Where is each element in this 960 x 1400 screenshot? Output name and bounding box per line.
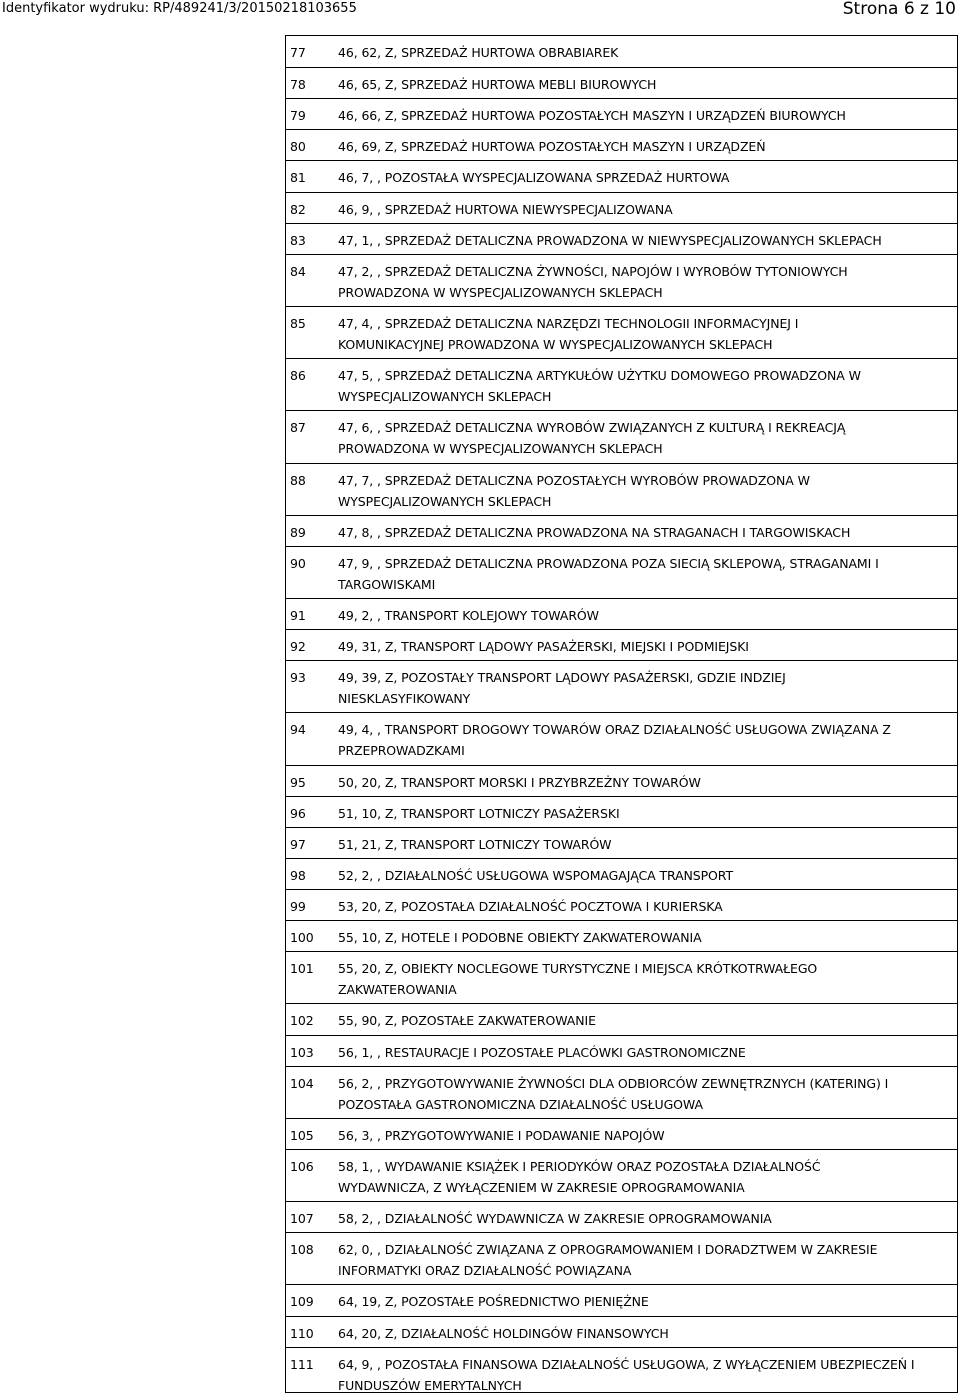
row-number: 94 — [290, 722, 306, 738]
table-row — [286, 36, 957, 67]
row-description-line1: 64, 9, , POZOSTAŁA FINANSOWA DZIAŁALNOŚĆ USŁUGOWA, Z WYŁĄCZENIEM UBEZPIECZEŃ I — [338, 1356, 915, 1372]
print-identifier: Identyfikator wydruku: RP/489241/3/20150218103655 — [2, 1, 357, 16]
table-row — [286, 951, 957, 1004]
row-description-line1: 50, 20, Z, TRANSPORT MORSKI I PRZYBRZEŻNY TOWARÓW — [338, 774, 701, 790]
row-description — [338, 417, 948, 459]
row-number: 106 — [290, 1158, 314, 1174]
row-description-line2: KOMUNIKACYJNEJ PROWADZONA W WYSPECJALIZOWANYCH SKLEPACH — [338, 336, 773, 352]
row-number: 90 — [290, 555, 306, 571]
row-number: 107 — [290, 1211, 314, 1227]
row-description-line1: 46, 66, Z, SPRZEDAŻ HURTOWA POZOSTAŁYCH MASZYN I URZĄDZEŃ BIUROWYCH — [338, 108, 846, 124]
row-description-line1: 55, 10, Z, HOTELE I PODOBNE OBIEKTY ZAKWATEROWANIA — [338, 930, 702, 946]
row-description-line2: NIESKLASYFIKOWANY — [338, 691, 471, 707]
table-row — [286, 1003, 957, 1035]
row-number: 99 — [290, 899, 306, 914]
row-description-line2: WYSPECJALIZOWANYCH SKLEPACH — [338, 389, 552, 405]
row-number: 104 — [290, 1075, 314, 1091]
table-row — [286, 1035, 957, 1067]
row-number: 108 — [290, 1242, 314, 1258]
table-row — [286, 254, 957, 307]
row-description — [338, 667, 948, 709]
table-row — [286, 192, 957, 224]
row-number: 85 — [290, 315, 306, 331]
row-description-line1: 52, 2, , DZIAŁALNOŚĆ USŁUGOWA WSPOMAGAJĄCA TRANSPORT — [338, 867, 734, 883]
table-row — [286, 129, 957, 161]
row-description — [338, 1323, 948, 1344]
row-number: 100 — [290, 930, 314, 946]
row-number: 91 — [290, 608, 306, 623]
table-row — [286, 1316, 957, 1348]
pkd-table — [285, 35, 958, 1393]
row-description-line1: 46, 7, , POZOSTAŁA WYSPECJALIZOWANA SPRZEDAŻ HURTOWA — [338, 170, 730, 186]
row-description — [338, 927, 948, 948]
row-description — [338, 772, 948, 793]
row-description-line2: FUNDUSZÓW EMERYTALNYCH — [338, 1377, 522, 1393]
row-description — [338, 74, 948, 95]
row-description — [338, 105, 948, 126]
row-number: 82 — [290, 201, 306, 217]
row-description — [338, 553, 948, 595]
row-description — [338, 803, 948, 824]
row-description — [338, 365, 948, 407]
row-number: 80 — [290, 139, 306, 155]
row-description — [338, 230, 948, 251]
row-description-line1: 46, 9, , SPRZEDAŻ HURTOWA NIEWYSPECJALIZOWANA — [338, 201, 673, 217]
row-number: 81 — [290, 170, 306, 186]
row-number: 98 — [290, 867, 306, 883]
row-number: 110 — [290, 1325, 314, 1341]
row-number: 103 — [290, 1044, 314, 1060]
row-description — [338, 199, 948, 220]
row-description-line1: 56, 3, , PRZYGOTOWYWANIE I PODAWANIE NAPOJÓW — [338, 1127, 665, 1143]
table-row — [286, 306, 957, 359]
row-description — [338, 719, 948, 761]
row-number: 83 — [290, 232, 306, 248]
table-row — [286, 796, 957, 828]
row-description-line1: 46, 62, Z, SPRZEDAŻ HURTOWA OBRABIAREK — [338, 45, 619, 60]
row-number: 88 — [290, 472, 306, 488]
row-description-line1: 55, 20, Z, OBIEKTY NOCLEGOWE TURYSTYCZNE I MIEJSCA KRÓTKOTRWAŁEGO — [338, 961, 818, 977]
row-description-line1: 46, 69, Z, SPRZEDAŻ HURTOWA POZOSTAŁYCH MASZYN I URZĄDZEŃ — [338, 139, 766, 155]
row-description-line2: TARGOWISKAMI — [338, 576, 436, 592]
row-description-line1: 47, 6, , SPRZEDAŻ DETALICZNA WYROBÓW ZWIĄZANYCH Z KULTURĄ I REKREACJĄ — [338, 420, 846, 436]
row-number: 102 — [290, 1013, 314, 1029]
row-description-line1: 49, 2, , TRANSPORT KOLEJOWY TOWARÓW — [338, 608, 599, 623]
row-description-line1: 51, 10, Z, TRANSPORT LOTNICZY PASAŻERSKI — [338, 805, 620, 821]
row-description-line2: POZOSTAŁA GASTRONOMICZNA DZIAŁALNOŚĆ USŁUGOWA — [338, 1096, 703, 1112]
table-row — [286, 463, 957, 516]
row-description-line1: 56, 1, , RESTAURACJE I POZOSTAŁE PLACÓWKI GASTRONOMICZNE — [338, 1044, 746, 1060]
row-number: 86 — [290, 368, 306, 384]
row-description-line1: 49, 39, Z, POZOSTAŁY TRANSPORT LĄDOWY PASAŻERSKI, GDZIE INDZIEJ — [338, 670, 786, 686]
table-row — [286, 98, 957, 130]
row-description — [338, 896, 948, 917]
row-description-line1: 46, 65, Z, SPRZEDAŻ HURTOWA MEBLI BIUROWYCH — [338, 77, 657, 93]
row-description — [338, 261, 948, 303]
row-description-line1: 51, 21, Z, TRANSPORT LOTNICZY TOWARÓW — [338, 836, 612, 852]
row-description — [338, 470, 948, 512]
row-description-line1: 56, 2, , PRZYGOTOWYWANIE ŻYWNOŚCI DLA ODBIORCÓW ZEWNĘTRZNYCH (KATERING) I — [338, 1075, 889, 1091]
row-description — [338, 958, 948, 1000]
row-description — [338, 1125, 948, 1146]
row-number: 92 — [290, 639, 306, 655]
row-number: 78 — [290, 77, 306, 93]
table-row — [286, 629, 957, 661]
row-description-line1: 49, 31, Z, TRANSPORT LĄDOWY PASAŻERSKI, MIEJSKI I PODMIEJSKI — [338, 639, 749, 655]
table-row — [286, 1201, 957, 1233]
table-row — [286, 546, 957, 599]
row-description-line1: 47, 8, , SPRZEDAŻ DETALICZNA PROWADZONA NA STRAGANACH I TARGOWISKACH — [338, 524, 851, 540]
row-number: 109 — [290, 1294, 314, 1310]
row-number: 95 — [290, 774, 306, 790]
row-description-line1: 47, 7, , SPRZEDAŻ DETALICZNA POZOSTAŁYCH WYROBÓW PROWADZONA W — [338, 472, 810, 488]
row-description — [338, 1156, 948, 1198]
row-description-line1: 64, 20, Z, DZIAŁALNOŚĆ HOLDINGÓW FINANSOWYCH — [338, 1325, 669, 1341]
row-number: 93 — [290, 670, 306, 686]
table-row — [286, 410, 957, 463]
row-number: 84 — [290, 263, 306, 279]
row-description-line1: 47, 1, , SPRZEDAŻ DETALICZNA PROWADZONA W NIEWYSPECJALIZOWANYCH SKLEPACH — [338, 232, 882, 248]
row-description-line1: 49, 4, , TRANSPORT DROGOWY TOWARÓW ORAZ DZIAŁALNOŚĆ USŁUGOWA ZWIĄZANA Z — [338, 722, 891, 738]
row-description-line1: 62, 0, , DZIAŁALNOŚĆ ZWIĄZANA Z OPROGRAMOWANIEM I DORADZTWEM W ZAKRESIE — [338, 1242, 878, 1258]
row-description-line1: 64, 19, Z, POZOSTAŁE POŚREDNICTWO PIENIĘŻNE — [338, 1294, 649, 1310]
row-number: 111 — [290, 1356, 314, 1372]
row-description-line1: 58, 2, , DZIAŁALNOŚĆ WYDAWNICZA W ZAKRESIE OPROGRAMOWANIA — [338, 1211, 772, 1227]
row-description — [338, 865, 948, 886]
table-row — [286, 358, 957, 411]
row-description — [338, 834, 948, 855]
row-description — [338, 1291, 948, 1312]
table-row — [286, 827, 957, 859]
table-row — [286, 1118, 957, 1150]
table-row — [286, 1149, 957, 1202]
row-number: 105 — [290, 1127, 314, 1143]
row-description — [338, 1239, 948, 1281]
table-row — [286, 889, 957, 921]
page-header — [0, 0, 960, 18]
row-description-line2: INFORMATYKI ORAZ DZIAŁALNOŚĆ POWIĄZANA — [338, 1263, 632, 1279]
row-description — [338, 1042, 948, 1063]
row-description-line1: 58, 1, , WYDAWANIE KSIĄŻEK I PERIODYKÓW ORAZ POZOSTAŁA DZIAŁALNOŚĆ — [338, 1158, 821, 1174]
table-row — [286, 223, 957, 255]
table-row — [286, 712, 957, 765]
row-description — [338, 1354, 948, 1396]
row-description-line1: 47, 4, , SPRZEDAŻ DETALICZNA NARZĘDZI TECHNOLOGII INFORMACYJNEJ I — [338, 315, 799, 331]
row-description-line1: 47, 9, , SPRZEDAŻ DETALICZNA PROWADZONA POZA SIECIĄ SKLEPOWĄ, STRAGANAMI I — [338, 555, 879, 571]
table-row — [286, 160, 957, 192]
row-description-line2: WYDAWNICZA, Z WYŁĄCZENIEM W ZAKRESIE OPROGRAMOWANIA — [338, 1179, 745, 1195]
row-description-line2: PRZEPROWADZKAMI — [338, 743, 465, 759]
row-description-line2: PROWADZONA W WYSPECJALIZOWANYCH SKLEPACH — [338, 441, 663, 457]
row-description — [338, 313, 948, 355]
row-description — [338, 167, 948, 188]
row-description-line2: PROWADZONA W WYSPECJALIZOWANYCH SKLEPACH — [338, 284, 663, 300]
row-description — [338, 1010, 948, 1031]
table-row — [286, 858, 957, 890]
row-description — [338, 636, 948, 657]
row-description-line1: 47, 2, , SPRZEDAŻ DETALICZNA ŻYWNOŚCI, NAPOJÓW I WYROBÓW TYTONIOWYCH — [338, 263, 848, 279]
table-row — [286, 1284, 957, 1316]
row-number: 97 — [290, 836, 306, 852]
row-description — [338, 42, 948, 63]
row-number: 101 — [290, 961, 314, 977]
table-row — [286, 765, 957, 797]
table-row — [286, 1232, 957, 1285]
row-number: 96 — [290, 805, 306, 821]
row-number: 77 — [290, 45, 306, 60]
row-description — [338, 522, 948, 543]
table-row — [286, 920, 957, 952]
row-description-line2: WYSPECJALIZOWANYCH SKLEPACH — [338, 493, 552, 509]
row-number: 79 — [290, 108, 306, 124]
table-row — [286, 1066, 957, 1119]
row-description — [338, 1073, 948, 1115]
table-row — [286, 67, 957, 99]
row-description-line2: ZAKWATEROWANIA — [338, 982, 457, 998]
table-row — [286, 515, 957, 547]
row-description-line1: 53, 20, Z, POZOSTAŁA DZIAŁALNOŚĆ POCZTOWA I KURIERSKA — [338, 899, 723, 914]
page-number: Strona 6 z 10 — [842, 0, 956, 19]
row-description-line1: 47, 5, , SPRZEDAŻ DETALICZNA ARTYKUŁÓW UŻYTKU DOMOWEGO PROWADZONA W — [338, 368, 861, 384]
table-row — [286, 598, 957, 630]
row-description — [338, 136, 948, 157]
row-number: 89 — [290, 524, 306, 540]
row-number: 87 — [290, 420, 306, 436]
table-row — [286, 1347, 957, 1400]
row-description — [338, 1208, 948, 1229]
table-row — [286, 660, 957, 713]
row-description — [338, 605, 948, 626]
row-description-line1: 55, 90, Z, POZOSTAŁE ZAKWATEROWANIE — [338, 1013, 596, 1029]
